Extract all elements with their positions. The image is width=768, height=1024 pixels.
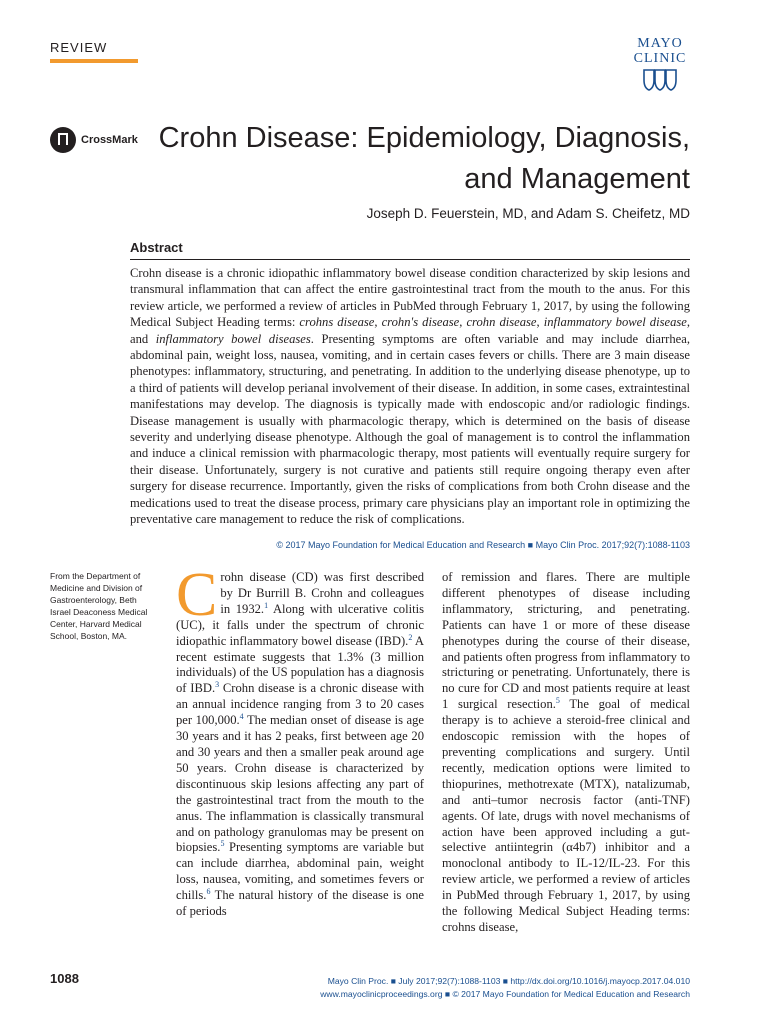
reference-link[interactable]: 4: [239, 711, 244, 721]
section-rule: [50, 59, 138, 63]
separator: ,: [374, 315, 382, 330]
body-text: The natural history of the disease is one of periods: [176, 888, 424, 919]
article-title: Crohn Disease: Epidemiology, Diagnosis, and Management: [158, 122, 690, 195]
separator: ,: [459, 315, 467, 330]
body-column-2: [442, 570, 690, 936]
reference-link[interactable]: 5: [220, 839, 225, 849]
mesh-term: crohn's disease: [381, 315, 460, 330]
body-text: of remission and flares. There are multiple different phenotypes of disease including inflammatory, stricturing, and penetrating. Patients can have 1 or more of these disease phenotypes during the course of their disease, and patients often progress from inflammatory to stricturing or penetrating. Unfortunately, there is no cure for CD and most patients require at least 1 surgical resection.: [442, 570, 690, 712]
abstract-heading: Abstract: [130, 240, 183, 255]
reference-link[interactable]: 2: [408, 632, 413, 642]
body-text: Along with ulcerative colitis (UC), it falls under the spectrum of chronic idiopathic inflammatory bowel disease (IBD).: [176, 601, 425, 648]
page-number: 1088: [50, 971, 79, 986]
reference-link[interactable]: 5: [555, 696, 560, 706]
mayo-clinic-logo: [630, 36, 690, 92]
abstract-part: . Presenting symptoms are often variable and may include diarrhea, abdominal pain, weight loss, nausea, vomiting, and in certain cases fevers or chills. There are 3 main disease phenotypes: inflammatory, structuring, and penetrating. In addition to the underlying disease phenotype, up to a third of patients will develop perianal involvement of their disease. In addition, in some cases, extraintestinal manifestations may develop. The diagnosis is typically made with endoscopic and/or radiologic findings. Disease management is usually with pharmacologic therapy, which is determined on the basis of disease severity and underlying disease phenotype. Although the goal of management is to control the inflammation and induce a clinical remission with pharmacologic therapy, most patients will eventually require surgery for their disease. Unfortunately, surgery is not curative and patients still require ongoing therapy even after surgery for disease recurrence. Importantly, given the risks of complications from both Crohn disease and the medications used to treat the disease process, primary care physicians play an important role in optimizing the preventative care management to reduce the risk of complications.: [130, 331, 690, 527]
page-footer: [250, 975, 690, 1001]
logo-text-mayo: MAYO: [637, 36, 683, 51]
separator: , and: [130, 315, 691, 346]
body-text: Presenting symptoms are variable but can include diarrhea, abdominal pain, weight loss, nausea, vomiting, and sometimes fevers or chills.: [176, 840, 424, 903]
body-text: rohn disease (CD) was first described by Dr Burrill B. Crohn and colleagues in 1932.: [220, 570, 424, 616]
abstract-copyright: © 2017 Mayo Foundation for Medical Education and Research ■ Mayo Clin Proc. 2017;92(7):1088-1103: [276, 540, 690, 550]
abstract-text: [130, 265, 690, 528]
footer-citation[interactable]: Mayo Clin Proc. ■ July 2017;92(7):1088-1103 ■ http://dx.doi.org/10.1016/j.mayocp.2017.04.010: [327, 976, 690, 986]
body-text: A recent estimate suggests that 1.3% (3 million individuals) of the US population has a diagnosis of IBD.: [176, 633, 425, 696]
abstract-part: Crohn disease is a chronic idiopathic inflammatory bowel disease condition characterized by skip lesions and transmural inflammation that can affect the entire gastrointestinal tract from the mouth to the anus. For this review article, we performed a review of articles in PubMed through February 1, 2017, by using the following Medical Subject Heading terms:: [130, 266, 690, 330]
author-affiliation: From the Department of Medicine and Division of Gastroenterology, Beth Israel Deaconess Medical Center, Harvard Medical School, Boston, MA.: [50, 571, 148, 641]
mayo-shields-icon: [642, 68, 678, 92]
reference-link[interactable]: 6: [206, 886, 211, 896]
drop-cap: C: [176, 561, 218, 629]
body-text: The goal of medical therapy is to achieve a steroid-free clinical and endoscopic remission with the hopes of preventing complications and surgery. Until recently, medication options were limited to thiopurines, methotrexate (MTX), natalizumab, and anti–tumor necrosis factor (anti-TNF) agents. Of late, drugs with novel mechanisms of action have been approved including a gut-selective antiintegrin (α4b7) inhibitor and a monoclonal antibody to IL-12/IL-23. For this review article, we performed a review of articles in PubMed through February 1, 2017, by using the following Medical Subject Heading terms: crohns disease,: [442, 697, 690, 934]
separator: ,: [536, 315, 544, 330]
article-authors: Joseph D. Feuerstein, MD, and Adam S. Cheifetz, MD: [366, 206, 690, 221]
mesh-term: inflammatory bowel disease: [543, 315, 687, 330]
mesh-term: inflammatory bowel diseases: [155, 331, 311, 346]
body-column-1: [176, 561, 425, 920]
body-text: The median onset of disease is age 30 years and it has 2 peaks, first between age 20 and 30 years and then a smaller peak around age 50 years. Crohn disease is characterized by discontinuous skip lesions affecting any part of the gastrointestinal tract from the mouth to the anus. The inflammation is classically transmural and on pathology granulomas may be present on biopsies.: [176, 713, 424, 855]
crossmark-badge[interactable]: [50, 127, 138, 153]
crossmark-label: CrossMark: [81, 134, 138, 146]
mesh-term: crohn disease: [466, 315, 537, 330]
logo-text-clinic: CLINIC: [633, 51, 687, 66]
abstract-rule: [130, 259, 690, 260]
mesh-term: crohns disease: [299, 315, 375, 330]
footer-website[interactable]: www.mayoclinicproceedings.org ■ © 2017 Mayo Foundation for Medical Education and Research: [320, 989, 690, 999]
body-text: Crohn disease is a chronic disease with an annual incidence ranging from 3 to 20 cases per 100,000.: [176, 681, 424, 728]
reference-link[interactable]: 1: [264, 600, 269, 610]
reference-link[interactable]: 3: [215, 680, 220, 690]
crossmark-icon: [50, 127, 76, 153]
section-label: REVIEW: [50, 40, 108, 55]
